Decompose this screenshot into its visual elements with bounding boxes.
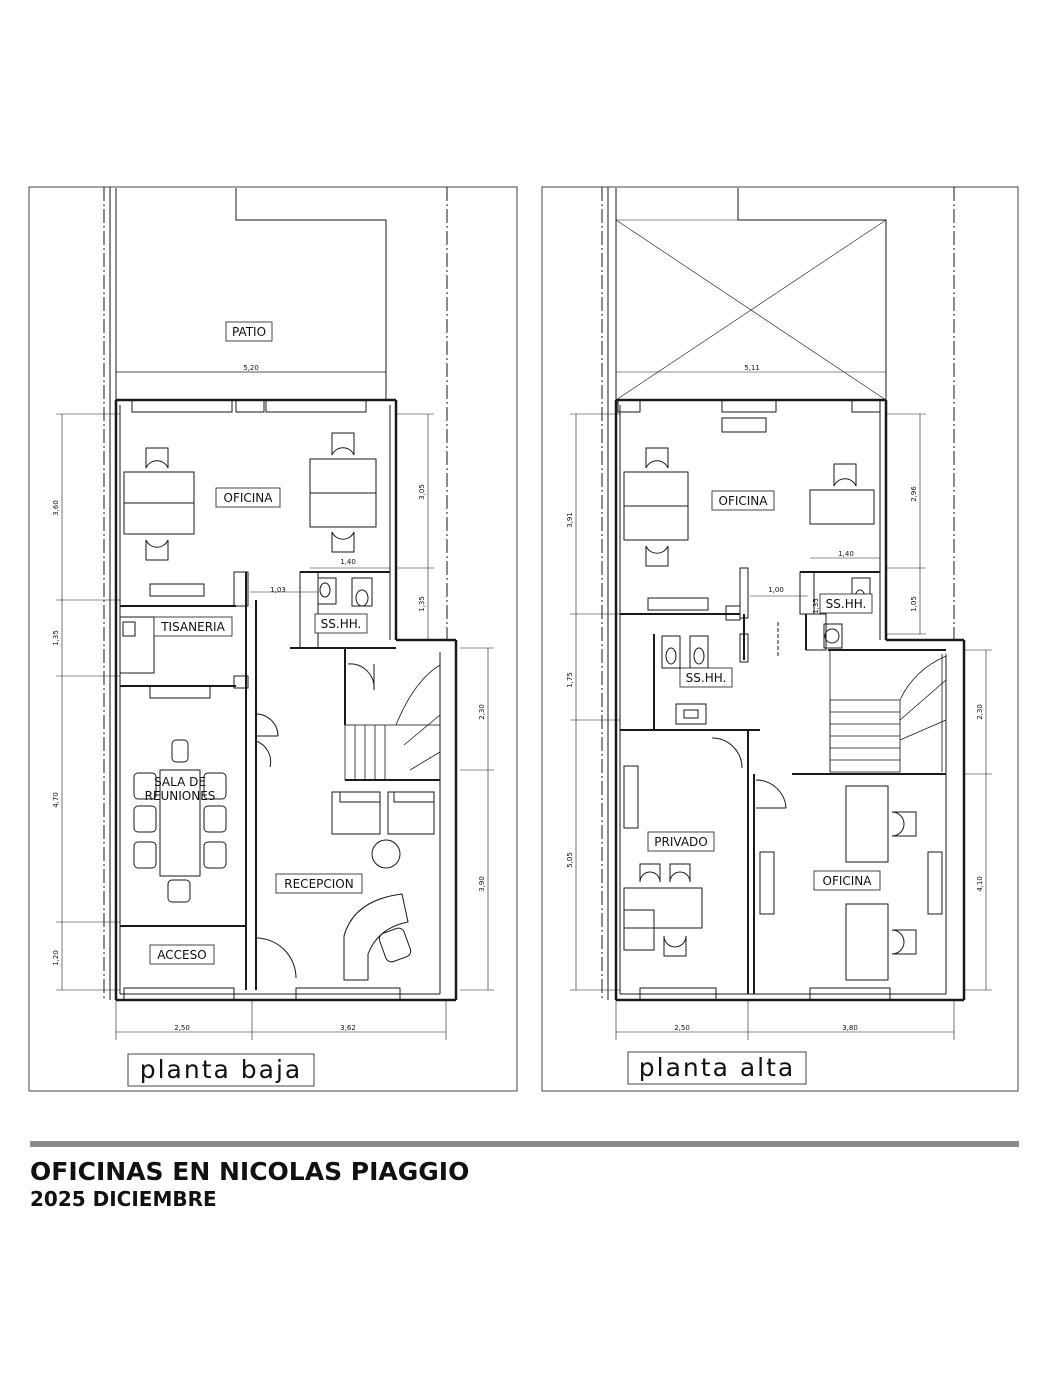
dim-patio-width: 5,20 — [243, 364, 259, 372]
caption-planta-baja: planta baja — [139, 1055, 303, 1084]
room-label-oficina-upper-bottom: OFICINA — [822, 874, 872, 888]
dim-upper-bottom-left: 2,50 — [674, 1024, 690, 1032]
dim-upper-right-lower: 4,10 — [976, 876, 984, 892]
ground-floor-plan — [29, 187, 517, 1091]
dim-left-mid: 1,35 — [52, 630, 60, 646]
room-label-sala-line1: SALA DE — [154, 775, 206, 789]
room-label-oficina-ground: OFICINA — [223, 491, 273, 505]
title-divider — [30, 1141, 1019, 1147]
dim-upper-left-lower: 5,05 — [566, 852, 574, 868]
room-label-acceso: ACCESO — [157, 948, 207, 962]
dim-left-top: 3,60 — [52, 500, 60, 516]
room-label-sshh-ground: SS.HH. — [320, 617, 362, 631]
dim-right-mid: 1,35 — [418, 596, 426, 612]
room-label-sshh-upper-left: SS.HH. — [685, 671, 727, 685]
dim-upper-door-width: 1,00 — [768, 586, 784, 594]
dim-door-width: 1,03 — [270, 586, 286, 594]
dim-upper-right-top: 2,96 — [910, 486, 918, 502]
dim-bottom-left: 2,50 — [174, 1024, 190, 1032]
dim-left-bottom: 1,20 — [52, 950, 60, 966]
dim-right-lower: 3,90 — [478, 876, 486, 892]
room-label-tisaneria: TISANERIA — [161, 620, 225, 634]
room-label-patio: PATIO — [231, 325, 267, 339]
room-label-recepcion: RECEPCION — [284, 877, 354, 891]
dim-stair-height: 2,30 — [478, 704, 486, 720]
dim-upper-right-mid: 1,05 — [910, 596, 918, 612]
project-date: 2025 DICIEMBRE — [30, 1187, 217, 1211]
project-title: OFICINAS EN NICOLAS PIAGGIO — [30, 1157, 470, 1186]
dim-bottom-right: 3,62 — [340, 1024, 356, 1032]
dim-upper-left-top: 3,91 — [566, 512, 574, 528]
room-label-sshh-upper-right: SS.HH. — [825, 597, 867, 611]
upper-floor-plan — [542, 187, 1018, 1091]
dim-left-lower: 4,70 — [52, 792, 60, 808]
dim-right-top: 3,05 — [418, 484, 426, 500]
room-label-sala-line2: REUNIONES — [144, 789, 216, 803]
title-block — [30, 1157, 469, 1211]
dim-upper-stair-height: 2,30 — [976, 704, 984, 720]
dim-upper-bottom-right: 3,80 — [842, 1024, 858, 1032]
dim-upper-left-mid: 1,75 — [566, 672, 574, 688]
dim-wc-width: 1,40 — [340, 558, 356, 566]
dim-void-width: 5,11 — [744, 364, 760, 372]
room-label-oficina-upper-top: OFICINA — [718, 494, 768, 508]
dim-upper-wc-small: 1,35 — [812, 598, 820, 614]
caption-planta-alta: planta alta — [638, 1053, 796, 1082]
room-label-privado: PRIVADO — [654, 835, 708, 849]
dim-upper-wc-width: 1,40 — [838, 550, 854, 558]
